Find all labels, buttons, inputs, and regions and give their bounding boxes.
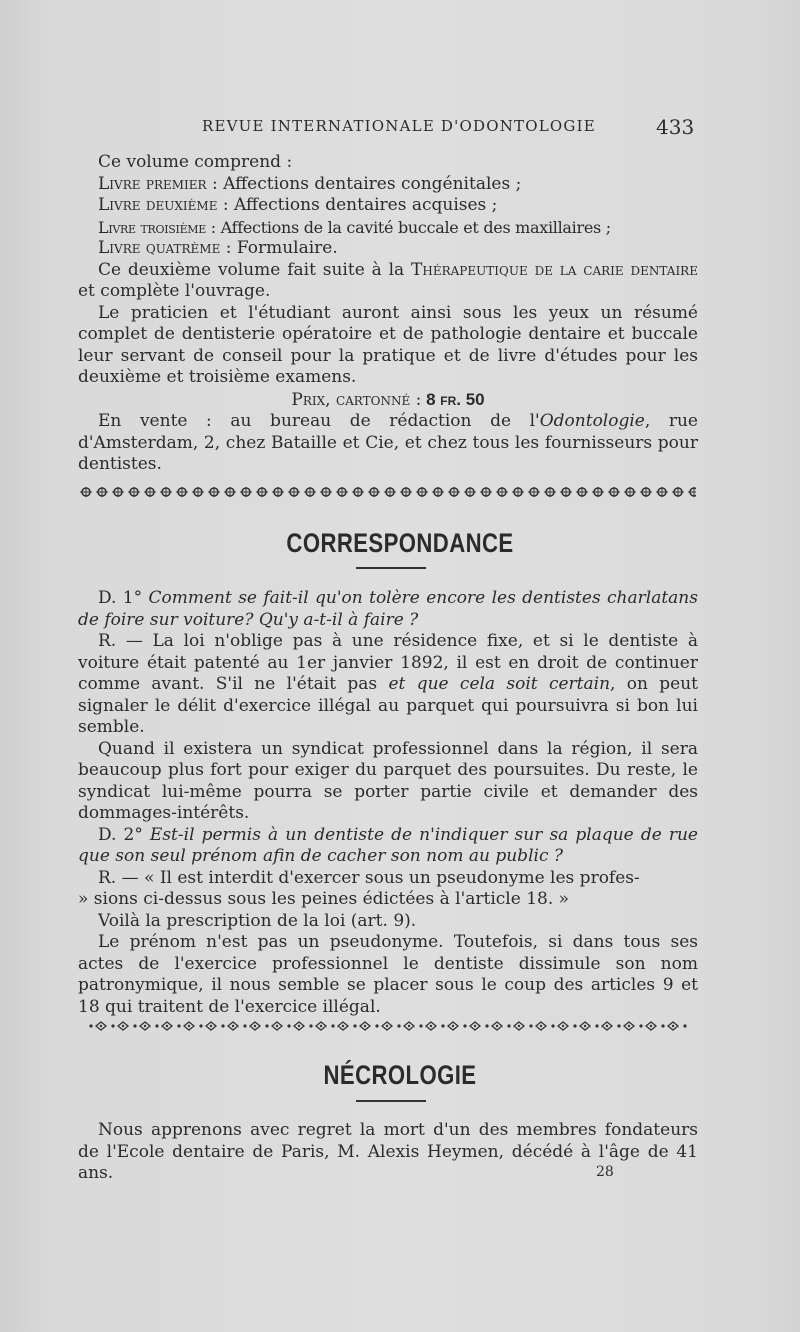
- livre-quatreme-text: Formulaire.: [231, 238, 338, 258]
- answer-2-line-2: » sions ci-dessus sous les peines édictées à l'article 18. »: [78, 889, 570, 909]
- vente-paragraph: [78, 411, 698, 476]
- correspondance-heading: CORRESPONDANCE: [286, 528, 514, 558]
- livre-troisieme-line: [78, 217, 698, 239]
- livre-deuxieme-text: Affections dentaires acquises ;: [228, 195, 498, 215]
- answer-2-prescription: Voilà la prescription de la loi (art. 9).: [98, 910, 417, 931]
- livre-quatreme-label: Livre quatrème :: [98, 238, 232, 258]
- ornament-divider-graphic: [78, 486, 696, 498]
- praticien-paragraph: Le praticien et l'étudiant auront ainsi sous les yeux un résumé complet de dentisterie opératoire et de pathologie dentaire et buccale leur servant de conseil pour la pratique et de livre d'études pour les deuxième et troisième examens.: [78, 302, 698, 387]
- suite-paragraph: [78, 260, 698, 303]
- question-1-prefix: D. 1°: [98, 588, 149, 608]
- answer-2-conclusion: Le prénom n'est pas un pseudonyme. Toutefois, si dans tous ses actes de l'exercice professionnel le dentiste dissimule son nom patronymique, il nous semble se placer sous le coup des articles 9 et 18 qui traitent de l'exercice illégal.: [78, 932, 698, 1017]
- livre-deuxieme-label: Livre deuxième :: [98, 195, 229, 215]
- therapeutique-title: Thérapeutique de la carie dentaire: [411, 259, 698, 280]
- suite-text-b: et complète l'ouvrage.: [78, 281, 271, 301]
- question-1-text: Comment se fait-il qu'on tolère encore les dentistes charlatans de foire sur voiture? Qu'y a-t-il à faire ?: [78, 588, 698, 630]
- running-head: REVUE INTERNATIONALE D'ODONTOLOGIE: [202, 117, 596, 135]
- question-1: [78, 588, 698, 631]
- book-description: [78, 152, 698, 476]
- signature-mark: 28: [596, 1164, 614, 1180]
- livre-premier-line: [78, 174, 698, 196]
- ornamental-divider-2: [88, 1020, 688, 1032]
- livre-quatreme-line: [78, 238, 698, 260]
- question-2: [78, 825, 698, 868]
- price-value: 8 fr. 50: [421, 389, 485, 409]
- vente-text-a: En vente : au bureau de rédaction de l': [98, 411, 540, 431]
- livre-troisieme-label: Livre troisième :: [98, 217, 216, 237]
- ornament-divider-graphic-2: [88, 1020, 688, 1032]
- ornamental-divider: [78, 486, 696, 498]
- answer-2-line-1: R. — « Il est interdit d'exercer sous un pseudonyme les profes-: [98, 867, 640, 888]
- answer-1: [78, 631, 698, 739]
- necrologie-paragraph: Nous apprenons avec regret la mort d'un des membres fondateurs de l'Ecole dentaire de Paris, M. Alexis Heymen, décédé à l'âge de 41 ans.: [78, 1120, 698, 1183]
- page-number: 433: [656, 115, 695, 139]
- livre-troisieme-text: Affections de la cavité buccale et des maxillaires ;: [215, 217, 611, 237]
- question-2-text: Est-il permis à un dentiste de n'indiquer sur sa plaque de rue que son seul prénom afin de cacher son nom au public ?: [78, 824, 698, 866]
- vente-text-b: , rue d'Amsterdam, 2, chez Bataille et Cie, et chez tous les fournisseurs pour dentistes.: [78, 411, 698, 474]
- answer-1-text-b: , on peut signaler le délit d'exercice illégal au parquet qui poursuivra si bon lui semble.: [78, 674, 699, 737]
- odontologie-title: Odontologie: [539, 411, 645, 431]
- heading-underline: [356, 567, 426, 569]
- livre-deuxieme-line: [78, 195, 698, 217]
- livre-premier-text: Affections dentaires congénitales ;: [217, 173, 522, 194]
- contents-intro: Ce volume comprend :: [98, 152, 293, 172]
- price-line: [78, 389, 698, 412]
- price-label: Prix, cartonné :: [291, 389, 422, 410]
- livre-premier-label: Livre premier :: [98, 173, 218, 194]
- answer-1-continued: Quand il existera un syndicat professionnel dans la région, il sera beaucoup plus fort pour exiger du parquet des poursuites. Du reste, le syndicat lui-même pourra se porter partie civile et demander des dommages-intérêts.: [78, 738, 698, 823]
- suite-text-a: Ce deuxième volume fait suite à la: [98, 259, 412, 280]
- answer-1-text-a: R. — La loi n'oblige pas à une résidence fixe, et si le dentiste à voiture était patenté au 1er janvier 1892, il est en droit de continuer comme avant. S'il ne l'était pas: [78, 631, 698, 694]
- necrologie-heading: NÉCROLOGIE: [323, 1060, 477, 1090]
- necrologie-underline: [356, 1100, 426, 1102]
- question-2-prefix: D. 2°: [98, 824, 150, 845]
- correspondance-body: [78, 588, 698, 1018]
- answer-1-italic: et que cela soit certain: [388, 674, 611, 694]
